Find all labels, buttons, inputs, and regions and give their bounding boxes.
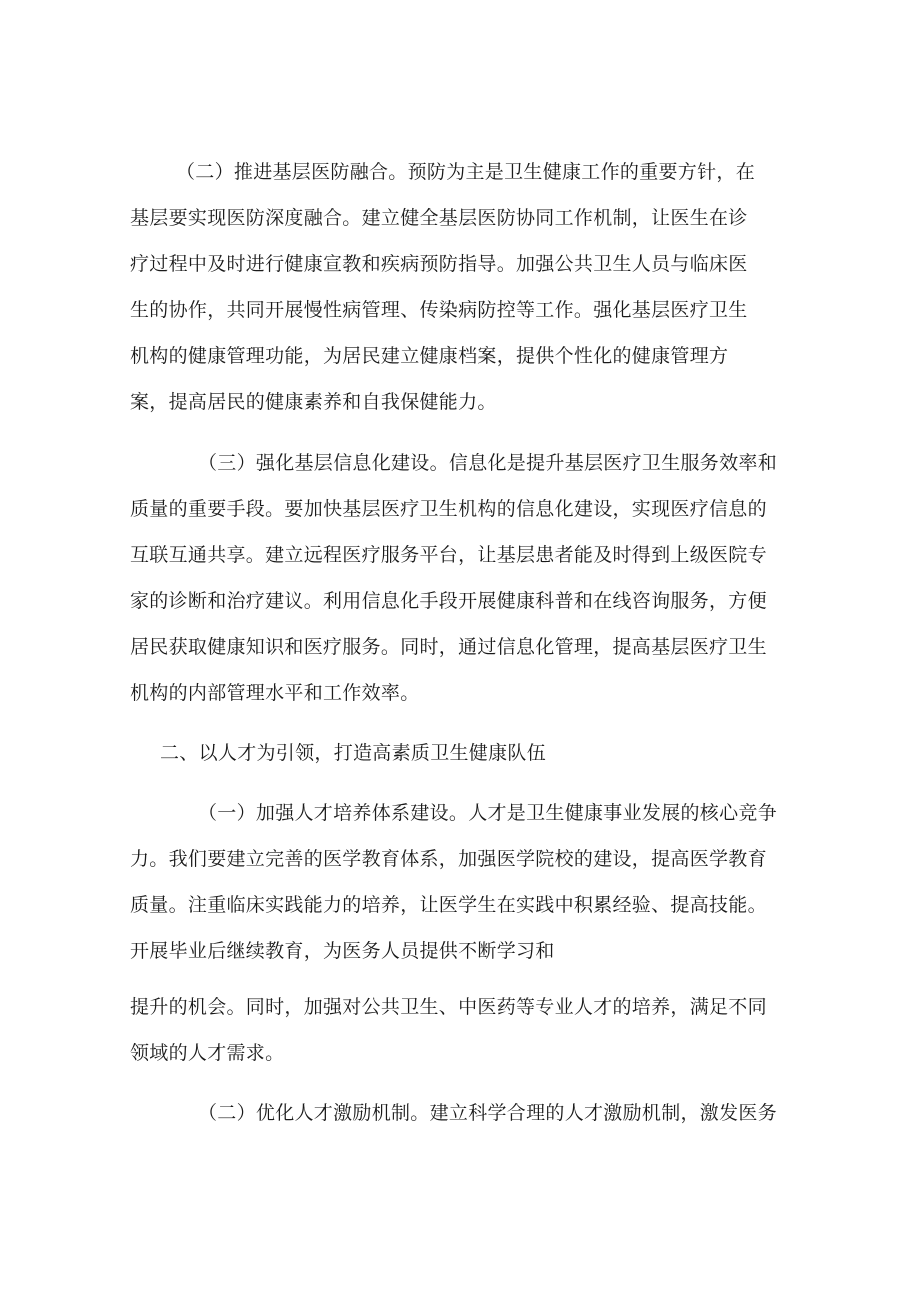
text-line: 居民获取健康知识和医疗服务。同时，通过信息化管理，提高基层医疗卫生 <box>130 636 767 658</box>
text-line: （二）推进基层医防融合。预防为主是卫生健康工作的重要方针，在 <box>176 161 756 183</box>
text-line: 疗过程中及时进行健康宣教和疾病预防指导。加强公共卫生人员与临床医 <box>130 253 748 275</box>
text-line: 互联互通共享。建立远程医疗服务平台，让基层患者能及时得到上级医院专 <box>130 544 767 566</box>
text-line: 案，提高居民的健康素养和自我保健能力。 <box>130 391 497 413</box>
text-line: 提升的机会。同时，加强对公共卫生、中医药等专业人才的培养，满足不同 <box>130 996 767 1018</box>
text-line: 家的诊断和治疗建议。利用信息化手段开展健康科普和在线咨询服务，方便 <box>130 590 767 612</box>
text-line: 基层要实现医防深度融合。建立健全基层医防协同工作机制，让医生在诊 <box>130 207 748 229</box>
text-line: （二）优化人才激励机制。建立科学合理的人才激励机制，激发医务 <box>198 1102 778 1124</box>
text-line: （三）强化基层信息化建设。信息化是提升基层医疗卫生服务效率和 <box>198 452 778 474</box>
text-line: 开展毕业后继续教育，为医务人员提供不断学习和 <box>130 940 555 962</box>
section-heading: 二、以人才为引领，打造高素质卫生健康队伍 <box>160 742 547 764</box>
text-line: 力。我们要建立完善的医学教育体系，加强医学院校的建设，提高医学教育 <box>130 848 767 870</box>
text-line: 机构的内部管理水平和工作效率。 <box>130 682 420 704</box>
text-line: 质量。注重临床实践能力的培养，让医学生在实践中积累经验、提高技能。 <box>130 894 767 916</box>
text-line: （一）加强人才培养体系建设。人才是卫生健康事业发展的核心竞争 <box>198 802 778 824</box>
text-line: 机构的健康管理功能，为居民建立健康档案，提供个性化的健康管理方 <box>130 345 729 367</box>
text-line: 领域的人才需求。 <box>130 1042 285 1064</box>
text-line: 生的协作，共同开展慢性病管理、传染病防控等工作。强化基层医疗卫生 <box>130 299 748 321</box>
text-line: 质量的重要手段。要加快基层医疗卫生机构的信息化建设，实现医疗信息的 <box>130 498 767 520</box>
